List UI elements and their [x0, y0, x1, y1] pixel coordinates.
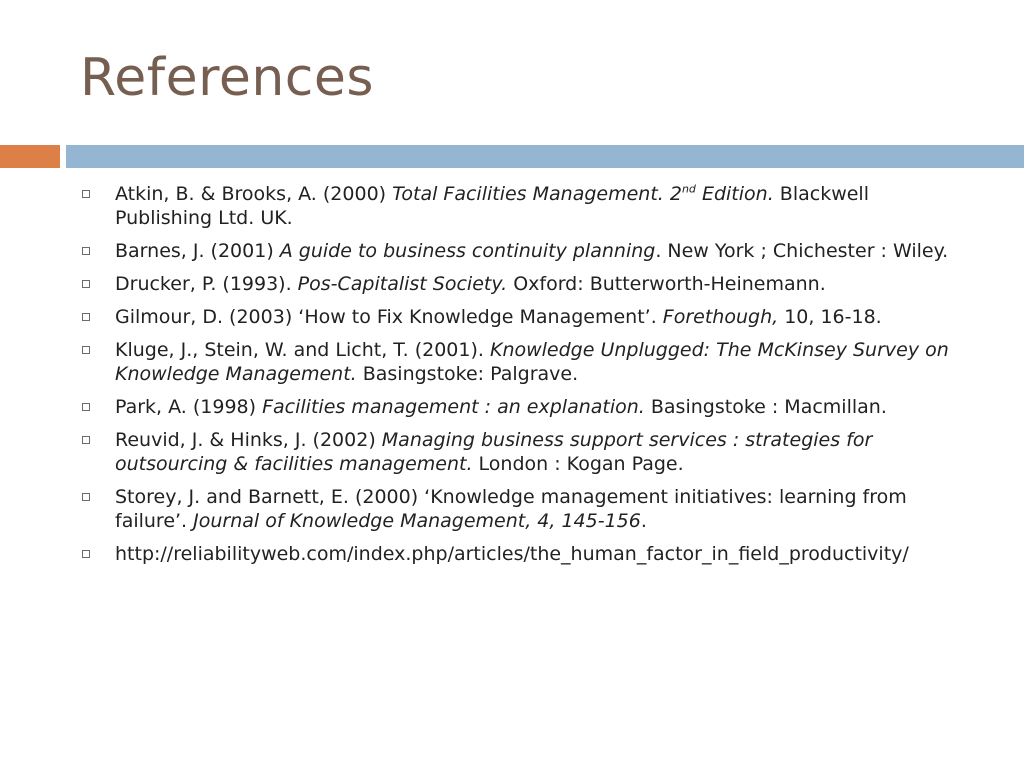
reference-item: Gilmour, D. (2003) ‘How to Fix Knowledge Management’. Forethough, 10, 16-18. — [82, 305, 972, 329]
reference-item — [82, 542, 972, 566]
square-bullet-icon — [82, 403, 90, 411]
reference-item: Atkin, B. & Brooks, A. (2000) Total Facilities Management. 2nd Edition. Blackwell Publishing Ltd. UK. — [82, 182, 972, 230]
reference-item: Drucker, P. (1993). Pos-Capitalist Society. Oxford: Butterworth-Heinemann. — [82, 272, 972, 296]
reference-item: Reuvid, J. & Hinks, J. (2002) Managing business support services : strategies for outsourcing & facilities management. London : Kogan Page. — [82, 428, 972, 476]
reference-item: Kluge, J., Stein, W. and Licht, T. (2001). Knowledge Unplugged: The McKinsey Survey on Knowledge Management. Basingstoke: Palgrave. — [82, 338, 972, 386]
reference-item: Park, A. (1998) Facilities management : an explanation. Basingstoke : Macmillan. — [82, 395, 972, 419]
square-bullet-icon — [82, 313, 90, 321]
slide-title: References — [80, 48, 374, 108]
square-bullet-icon — [82, 346, 90, 354]
square-bullet-icon — [82, 550, 90, 558]
reference-item: Storey, J. and Barnett, E. (2000) ‘Knowledge management initiatives: learning from failure’. Journal of Knowledge Management, 4, 145-156. — [82, 485, 972, 533]
reference-url: http://reliabilityweb.com/index.php/articles/the_human_factor_in_field_productivity/ — [115, 543, 909, 565]
square-bullet-icon — [82, 436, 90, 444]
square-bullet-icon — [82, 190, 90, 198]
accent-bar-blue — [66, 145, 1024, 168]
accent-bar-orange — [0, 145, 60, 168]
references-list — [82, 182, 972, 575]
square-bullet-icon — [82, 493, 90, 501]
reference-item: Barnes, J. (2001) A guide to business continuity planning. New York ; Chichester : Wiley. — [82, 239, 972, 263]
square-bullet-icon — [82, 280, 90, 288]
square-bullet-icon — [82, 247, 90, 255]
